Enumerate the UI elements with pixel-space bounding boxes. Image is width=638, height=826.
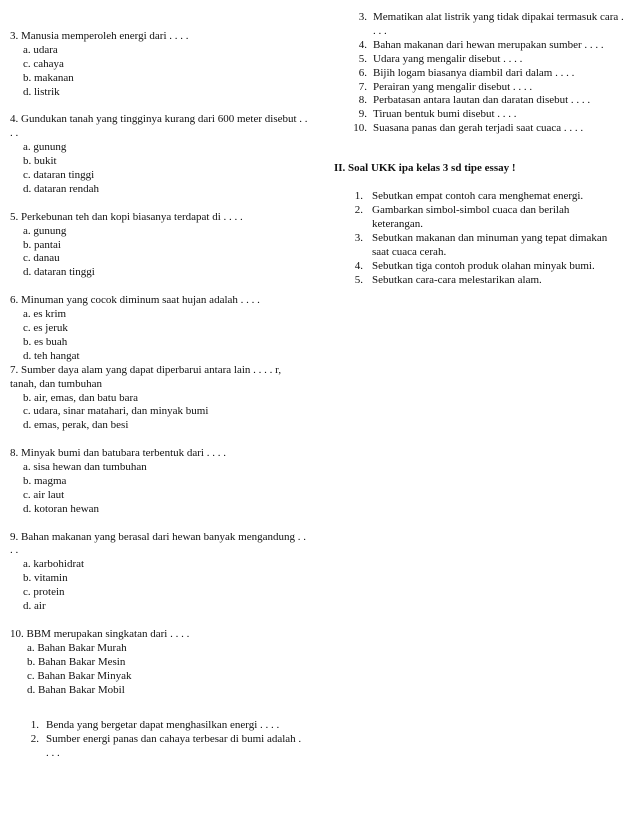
- item-text: Perairan yang mengalir disebut . . . .: [373, 80, 533, 93]
- item-number: 2.: [354, 203, 363, 216]
- item-text: Sebutkan empat contoh cara menghemat energi.: [372, 190, 584, 203]
- question-block: [10, 113, 310, 196]
- fill-in-list: [10, 719, 302, 761]
- option: a. sisa hewan dan tumbuhan: [23, 461, 147, 474]
- option: c. udara, sinar matahari, dan minyak bumi: [23, 405, 209, 418]
- list-item: [333, 67, 628, 81]
- option: d. teh hangat: [23, 349, 80, 362]
- list-item: [333, 274, 623, 288]
- option: a. udara: [23, 43, 58, 56]
- option: d. dataran rendah: [23, 182, 100, 195]
- item-number: 4.: [358, 38, 367, 51]
- item-text: Sebutkan tiga contoh produk olahan minyak bumi.: [372, 259, 595, 272]
- option: d. listrik: [23, 85, 60, 98]
- item-number: 5.: [358, 52, 367, 65]
- option: c. dataran tinggi: [23, 169, 95, 182]
- item-text: Sumber energi panas dan cahaya terbesar di bumi adalah . . . .: [46, 733, 302, 760]
- list-item: [333, 260, 623, 274]
- option: d. dataran tinggi: [23, 266, 95, 279]
- item-text: Sebutkan makanan dan minuman yang tepat dimakan saat cuaca cerah.: [372, 231, 608, 258]
- right-column: [333, 11, 628, 287]
- item-number: 1.: [354, 190, 363, 203]
- question-text: 10. BBM merupakan singkatan dari . . . .: [10, 627, 190, 640]
- option: b. bukit: [23, 155, 57, 168]
- item-number: 4.: [354, 259, 363, 272]
- item-text: Sebutkan cara-cara melestarikan alam.: [372, 273, 542, 286]
- item-number: 6.: [358, 66, 367, 79]
- list-item: [333, 204, 623, 232]
- option: c. protein: [23, 586, 65, 599]
- item-text: Mematikan alat listrik yang tidak dipakai termasuk cara . . . .: [373, 11, 624, 37]
- item-text: Bahan makanan dari hewan merupakan sumber . . . .: [373, 38, 604, 51]
- question-text: 8. Minyak bumi dan batubara terbentuk dari . . . .: [10, 447, 226, 460]
- list-item: [333, 190, 623, 204]
- question-text: 7. Sumber daya alam yang dapat diperbarui antara lain . . . . r, tanah, dan tumbuhan: [10, 363, 282, 390]
- option: d. kotoran hewan: [23, 502, 100, 515]
- fill-in-list: [333, 11, 628, 136]
- option: a. gunung: [23, 141, 67, 154]
- question-block: [10, 531, 310, 614]
- list-item: [333, 232, 623, 260]
- question-text: 3. Manusia memperoleh energi dari . . . .: [10, 30, 189, 42]
- item-text: Bijih logam biasanya diambil dari dalam . . . .: [373, 66, 575, 79]
- left-column: [10, 30, 310, 761]
- question-block: [10, 30, 310, 100]
- option: b. es buah: [23, 335, 68, 348]
- list-item: [10, 733, 302, 761]
- item-number: 7.: [358, 80, 367, 93]
- item-text: Tiruan bentuk bumi disebut . . . .: [373, 108, 517, 121]
- question-text: 5. Perkebunan teh dan kopi biasanya terdapat di . . . .: [10, 210, 243, 223]
- item-text: Benda yang bergetar dapat menghasilkan energi . . . .: [46, 719, 280, 732]
- question-block: [10, 294, 310, 364]
- option: c. cahaya: [23, 57, 64, 70]
- option: b. Bahan Bakar Mesin: [27, 655, 126, 668]
- option: c. air laut: [23, 488, 65, 501]
- option: d. Bahan Bakar Mobil: [27, 683, 125, 696]
- option: c. danau: [23, 252, 60, 265]
- option: a. karbohidrat: [23, 558, 85, 571]
- question-block: [10, 211, 310, 281]
- item-number: 2.: [30, 733, 39, 746]
- question-text: 6. Minuman yang cocok diminum saat hujan adalah . . . .: [10, 294, 260, 307]
- list-item: [333, 94, 628, 108]
- option: b. makanan: [23, 71, 74, 84]
- option: d. air: [23, 600, 46, 613]
- item-text: Udara yang mengalir disebut . . . .: [373, 52, 523, 65]
- item-number: 9.: [358, 108, 367, 121]
- list-item: [333, 122, 628, 136]
- list-item: [333, 53, 628, 67]
- list-item: [333, 108, 628, 122]
- section-title: II. Soal UKK ipa kelas 3 sd tipe essay !: [334, 162, 516, 175]
- item-number: 3.: [354, 231, 363, 244]
- item-number: 5.: [354, 273, 363, 286]
- item-text: Perbatasan antara lautan dan daratan disebut . . . .: [373, 94, 591, 107]
- option: a. gunung: [23, 224, 67, 237]
- option: d. emas, perak, dan besi: [23, 419, 129, 432]
- option: b. air, emas, dan batu bara: [23, 391, 139, 404]
- question-block: [10, 628, 310, 698]
- question-text: 9. Bahan makanan yang berasal dari hewan banyak mengandung . . . .: [10, 530, 306, 557]
- list-item: [333, 11, 628, 39]
- item-text: Suasana panas dan gerah terjadi saat cuaca . . . .: [373, 122, 584, 135]
- option: b. magma: [23, 474, 67, 487]
- item-number: 8.: [358, 94, 367, 107]
- item-number: 1.: [30, 719, 39, 732]
- option: a. Bahan Bakar Murah: [27, 641, 127, 654]
- essay-list: [333, 190, 623, 287]
- question-block: [10, 364, 310, 434]
- option: c. es jeruk: [23, 321, 68, 334]
- item-text: Gambarkan simbol-simbol cuaca dan berilah keterangan.: [372, 203, 570, 230]
- option: b. vitamin: [23, 572, 68, 585]
- option: a. es krim: [23, 308, 67, 321]
- option: b. pantai: [23, 238, 61, 251]
- list-item: [333, 81, 628, 95]
- list-item: [10, 719, 302, 733]
- option: c. Bahan Bakar Minyak: [27, 669, 132, 682]
- question-text: 4. Gundukan tanah yang tingginya kurang dari 600 meter disebut . . . .: [10, 113, 308, 140]
- list-item: [333, 39, 628, 53]
- item-number: 3.: [358, 11, 367, 23]
- question-block: [10, 447, 310, 517]
- item-number: 10.: [353, 122, 367, 135]
